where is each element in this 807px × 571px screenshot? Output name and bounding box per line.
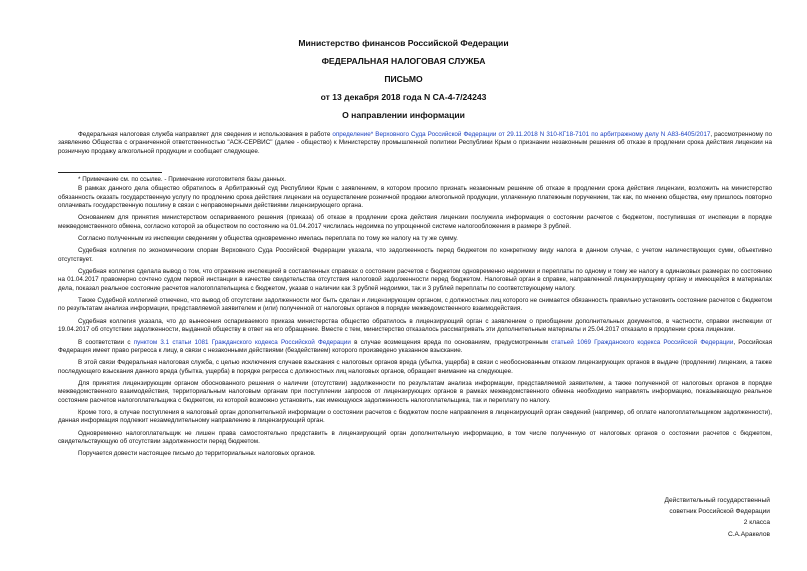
signer-name: С.А.Аракелов [727, 530, 770, 538]
legal-text-3: , Российская Федерация имеет право регресса к лицу, в связи с незаконными действиями (бездействием) которого произведено указанное взыскание. [58, 338, 772, 354]
signer-rank-line-1: Действительный государственный [664, 497, 770, 504]
footnote-divider [58, 172, 162, 173]
signer-rank-line-3: 2 класса [743, 519, 770, 527]
body-paragraph: Также Судебной коллегией отмечено, что вывод об отсутствии задолженности мог быть сделан и лицензирующим органом, с должностных лиц которого не снимается обязанность правильно установить состояние расчетов с бюджетом по результатам анализа информации, представляемой заявителем и (или) полученной от налоговых органов в порядке межведомственного взаимодействия. [58, 297, 772, 313]
intro-block [58, 131, 772, 160]
body-paragraph: Основанием для принятия министерством оспариваемого решения (приказа) об отказе в продлении срока действия лицензии послужила информация о состоянии расчетов с бюджетом, поступившая от инспекции в порядке межведомственного обмена, согласно которой за обществом по состоянию на 01.04.2017 числилась недоимка по упрощенной системе налогообложения в размере 3 рублей. [58, 214, 772, 230]
document-date-number: от 13 декабря 2018 года N СА-4-7/24243 [320, 92, 487, 102]
intro-text-start: Федеральная налоговая служба направляет для сведения и использования в работе [78, 131, 333, 138]
intro-text-end: , рассмотренному по заявлению Общества с ограниченной ответственностью "АСК-СЕРВИС" (далее - общество) к Министерству промышленной политики Республики Крым о признании незаконным решения об отказе в продлении срока действия лицензии на розничную продажу алкогольной продукции и сообщает следующее. [58, 131, 772, 155]
body-paragraph: Судебная коллегия указала, что до вынесения оспариваемого приказа министерства общество обратилось в лицензирующий орган с заявлением о приобщении дополнительных документов, в частности, справки инспекции от 19.04.2017 об отсутствии задолженности, выданной обществу в ответ на его обращение. Вместе с тем, министерство отказалось рассматривать эти дополнительные материалы и 25.04.2017 отказало в продлении срока лицензии. [58, 317, 772, 334]
civil-code-1069-link[interactable]: статьей 1069 Гражданского кодекса Российской Федерации [551, 338, 734, 346]
body-paragraph: Для принятия лицензирующим органом обоснованного решения о наличии (отсутствии) задолженности по результатам анализа информации, представляемой заявителем, а также полученной от налоговых органов в порядке межведомственного взаимодействия, территориальным налоговым органам при поступлении запросов от лицензирующих органов в рамках межведомственного обмена необходимо направлять информацию, показывающую реальное состояние расчетов налогоплательщика с бюджетом, из которой возможно установить, как имеющуюся задолженность налогоплательщика, так и переплату по налогу. [58, 379, 772, 404]
ministry-title: Министерство финансов Российской Федерации [298, 38, 509, 48]
signer-rank-line-2: советник Российской Федерации [669, 508, 770, 516]
intro-paragraph [58, 131, 772, 156]
body-paragraph: В рамках данного дела общество обратилось в Арбитражный суд Республики Крым с заявлением, в котором просило признать незаконным решение об отказе в продлении срока действия лицензии, возложить на министерство обязанность оказать государственную услугу по продлению срока действия лицензии на осуществление розничной продажи алкогольной продукции, уплаченную платежным поручением, так как, по мнению общества, ему пришлось повторно оплачивать государственную пошлину в связи с неправомерными действиями лицензирующего органа. [58, 185, 772, 210]
footnote: * Примечание см. по ссылке. - Примечание изготовителя базы данных. [78, 176, 287, 183]
body-paragraph: Согласно полученным из инспекции сведениям у общества одновременно имелась переплата по тому же налогу на ту же сумму. [78, 235, 458, 243]
legal-text-2: в случае возмещения вреда по основаниям, предусмотренным [350, 338, 552, 346]
body-paragraph: Кроме того, в случае поступления в налоговый орган дополнительной информации о состоянии расчетов с бюджетом после направления в лицензирующий орган сведений (например, об оплате налогоплательщиком задолженности), данная информация подлежит незамедлительному направлению в лицензирующий орган. [58, 408, 772, 425]
letter-body [58, 176, 772, 463]
body-paragraph: Одновременно налогоплательщик не лишен права самостоятельно представить в лицензирующий орган дополнительную информацию, в том числе полученную от налоговых органов о состоянии расчетов с бюджетом, свидетельствующую об отсутствии задолженности перед бюджетом. [58, 429, 772, 445]
signature-block [665, 495, 771, 540]
legal-text-1: В соответствии с [78, 338, 134, 346]
body-paragraph: Судебная коллегия по экономическим спорам Верховного Суда Российской Федерации указала, что задолженность перед бюджетом по конкретному виду налога в данном случае, с учетом наличествующих сумм, объективно отсутствует. [58, 247, 772, 263]
body-paragraph: Поручается довести настоящее письмо до территориальных налоговых органов. [78, 450, 316, 458]
document-type: ПИСЬМО [384, 74, 423, 84]
body-paragraph: Судебная коллегия сделала вывод о том, что отражение инспекцией в составленных справках о состоянии расчетов с бюджетом одновременно недоимки и переплаты по одному и тому же налогу в одинаковых размерах по состоянию на 01.04.2017 правомерно сочтено судом первой инстанции в качестве свидетельства отсутствия налоговой задолженности перед бюджетом. Налоговый орган в справке, направленной лицензирующему органу и имеющейся в материалах дела, показал реальное состояние расчетов налогоплательщика с бюджетом, указав о наличии как 3 рублей недоимки, так и 3 рублей переплаты по соответствующему налогу. [58, 268, 772, 292]
document-header [0, 38, 807, 121]
body-paragraph: В этой связи Федеральная налоговая служба, с целью исключения случаев взыскания с налоговых органов вреда (убытка, ущерба) в связи с необоснованным отказом лицензирующих органов в выдаче (продлении) лицензии, а также последующего взыскания данного вреда (убытка, ущерба) в порядке регресса с должностных лиц налоговых органов, обращает внимание на следующее. [58, 359, 772, 375]
service-title: ФЕДЕРАЛЬНАЯ НАЛОГОВАЯ СЛУЖБА [321, 56, 486, 66]
legal-paragraph [58, 339, 772, 356]
civil-code-1081-link[interactable]: пунктом 3.1 статьи 1081 Гражданского кодекса Российской Федерации [133, 338, 351, 346]
document-subject: О направлении информации [342, 110, 465, 120]
court-ruling-link[interactable]: определение* Верховного Суда Российской Федерации от 29.11.2018 N 310-КГ18-7101 по арбитражному делу N А83-6405/2017 [332, 131, 711, 138]
